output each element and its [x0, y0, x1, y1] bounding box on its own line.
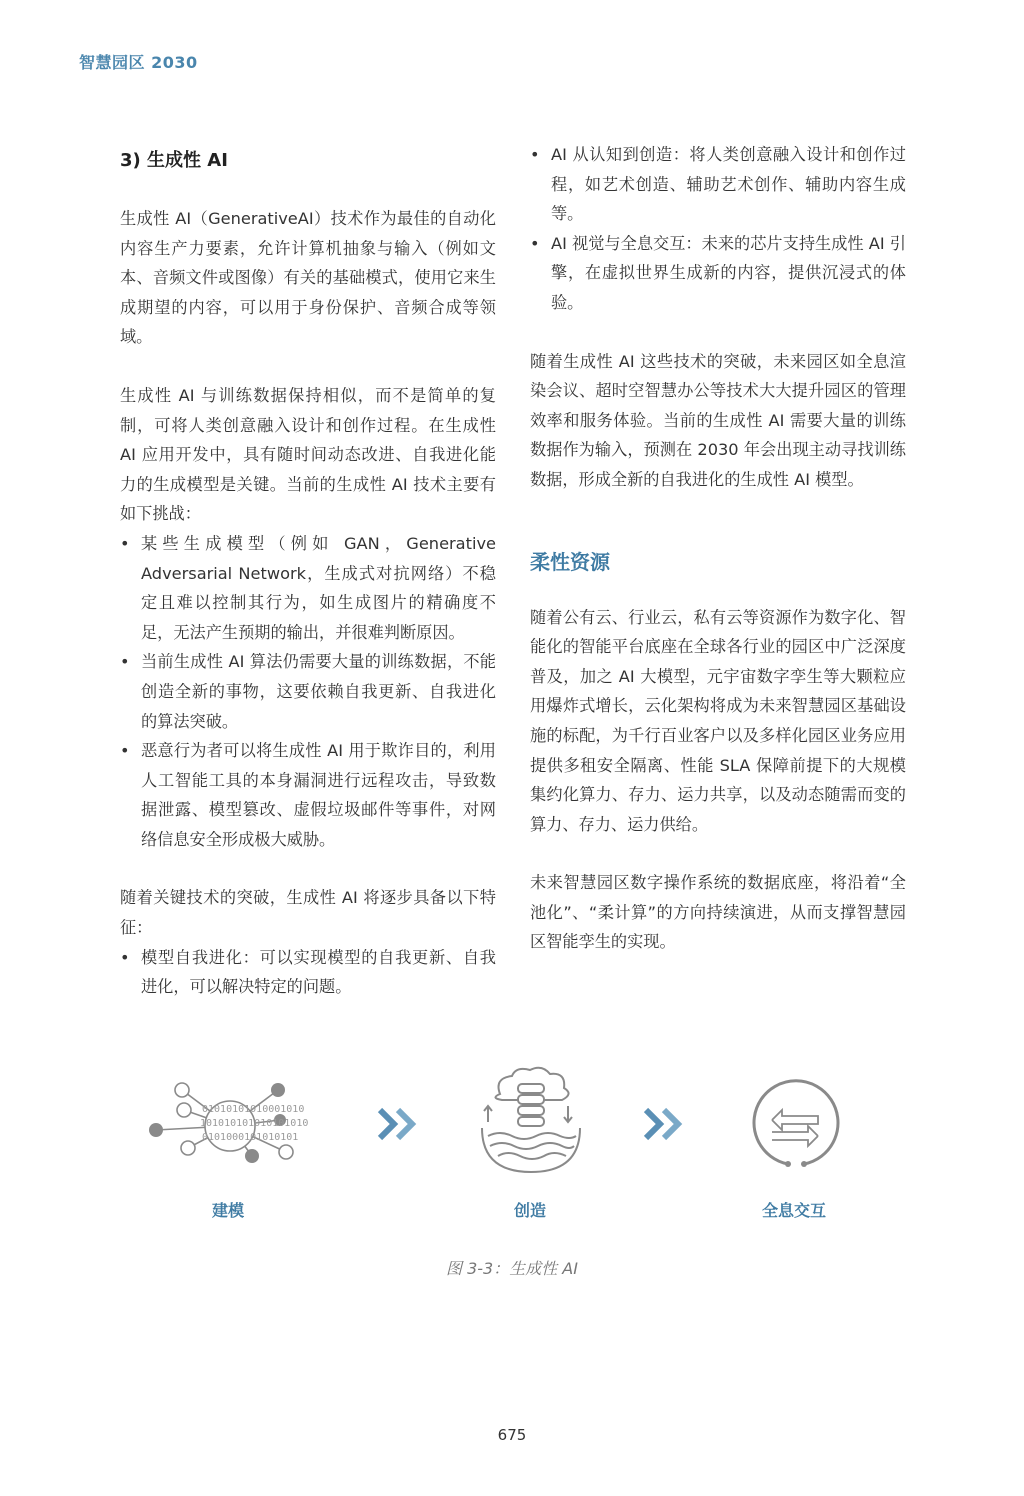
section-heading-generative-ai: 3) 生成性 AI: [120, 150, 228, 171]
figure-label-creation: 创造: [513, 1201, 546, 1220]
right-column: [530, 140, 906, 957]
figure-caption: 图 3-3：生成性 AI: [446, 1259, 578, 1278]
list-item: • 模型自我进化：可以实现模型的自我更新、自我进化，可以解决特定的问题。: [120, 943, 496, 1002]
list-item: • AI 视觉与全息交互：未来的芯片支持生成性 AI 引擎，在虚拟世界生成新的内容，提供沉浸式的体验。: [530, 229, 906, 318]
paragraph: 随着生成性 AI 这些技术的突破，未来园区如全息渲染会议、超时空智慧办公等技术大大提升园区的管理效率和服务体验。当前的生成性 AI 需要大量的训练数据作为输入，预测在 2030 年会出现主动寻找训练数据，形成全新的自我进化的生成性 AI 模型。: [530, 351, 906, 489]
exchange-arrows-icon: [748, 1078, 842, 1174]
page-number: 675: [497, 1426, 527, 1444]
binary-line: 0101000101010101: [202, 1132, 299, 1143]
paragraph: 生成性 AI（GenerativeAI）技术作为最佳的自动化内容生产力要素，允许计算机抽象与输入（例如文本、音频文件或图像）有关的基础模式，使用它来生成期望的内容，可以用于身份保护、音频合成等领域。: [120, 209, 496, 347]
paragraph: 随着公有云、行业云，私有云等资源作为数字化、智能化的智能平台底座在全球各行业的园区中广泛深度普及，加之 AI 大模型，元宇宙数字孪生等大颗粒应用爆炸式增长，云化架构将成为未来智慧园区基础设施的标配，为千行百业客户以及多样化园区业务应用提供多租安全隔离、性能 SLA 保障前提下的大规模集约化算力、存力、运力共享，以及动态随需而变的算力、存力、运力供给。: [530, 607, 906, 834]
paragraph: 随着关键技术的突破，生成性 AI 将逐步具备以下特征：: [120, 888, 496, 938]
left-column: [120, 140, 496, 1002]
list-item: • 当前生成性 AI 算法仍需要大量的训练数据，不能创造全新的事物，这要依赖自我更新、自我进化的算法突破。: [120, 647, 496, 736]
feature-list-continued: [530, 140, 906, 318]
binary-line: 101010101010101010: [200, 1118, 309, 1129]
figure-label-modeling: 建模: [211, 1201, 244, 1220]
paragraph: 未来智慧园区数字操作系统的数据底座，将沿着“全池化”、“柔计算”的方向持续演进，从而支撑智慧园区智能孪生的实现。: [530, 873, 906, 952]
running-header: 智慧园区 2030: [79, 53, 198, 72]
network-modeling-icon: [140, 1078, 320, 1177]
paragraph: 生成性 AI 与训练数据保持相似，而不是简单的复制，可将人类创意融入设计和创作过程。在生成性 AI 应用开发中，具有随时间动态改进、自我进化能力的生成模型是关键。当前的生成性 AI 技术主要有如下挑战：: [120, 385, 496, 524]
list-item: • AI 从认知到创造：将人类创意融入设计和创作过程，如艺术创造、辅助艺术创作、辅助内容生成等。: [530, 140, 906, 229]
figure-label-holographic-interaction: 全息交互: [761, 1201, 826, 1220]
challenge-list: [120, 529, 496, 855]
list-item: • 某些生成模型（例如 GAN，Generative Adversarial Network，生成式对抗网络）不稳定且难以控制其行为，如生成图片的精确度不足，无法产生预期的输出，并很难判断原因。: [120, 529, 496, 647]
double-chevron-right-icon: [642, 1106, 686, 1146]
section-heading-flexible-resources: 柔性资源: [530, 549, 610, 574]
binary-line: 01010101010001010: [202, 1104, 305, 1115]
cloud-stack-wave-icon: [478, 1064, 584, 1180]
list-item: • 恶意行为者可以将生成性 AI 用于欺诈目的，利用人工智能工具的本身漏洞进行远程攻击，导致数据泄露、模型篡改、虚假垃圾邮件等事件，对网络信息安全形成极大威胁。: [120, 736, 496, 854]
double-chevron-right-icon: [376, 1106, 420, 1146]
feature-list: [120, 943, 496, 1002]
